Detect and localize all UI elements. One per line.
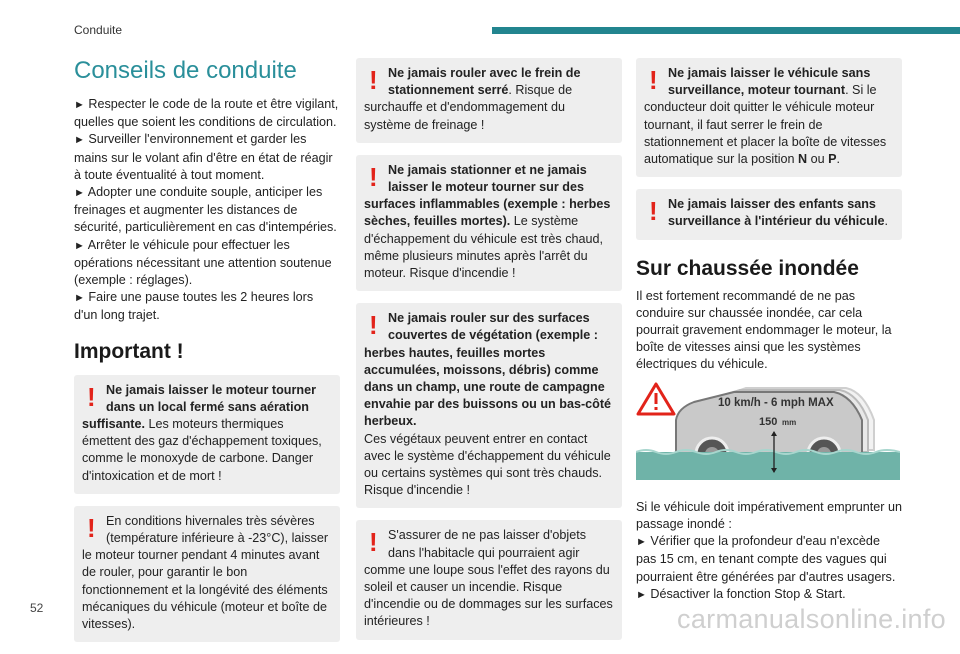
warning-bold-text: Ne jamais laisser des enfants sans surveillance à l'intérieur du véhicule [668, 197, 885, 229]
warning-box [356, 58, 622, 143]
arrow-icon: ► [74, 292, 85, 305]
warning-box [74, 375, 340, 494]
arrow-icon: ► [74, 99, 85, 111]
flood-conditions-text: Si le véhicule doit impérativement emprunter un passage inondé : [636, 499, 902, 532]
list-item: ► Respecter le code de la route et être vigilant, quelles que soient les conditions de circulation. [74, 97, 339, 130]
column-2 [356, 58, 622, 652]
flooded-road-illustration [636, 380, 900, 480]
arrow-icon: ► [636, 588, 647, 601]
important-heading: Important ! [74, 339, 184, 363]
warning-icon: ! [649, 65, 658, 95]
warning-box: ! Ne jamais laisser le véhicule sans surveillance, moteur tournant. Si le conducteur doit quitter le véhicule moteur tournant, il faut serrer le frein de stationnement et placer la boîte de vitesses automatique sur la position N ou P. [636, 58, 902, 177]
warning-box [356, 303, 622, 508]
list-item: ► Surveiller l'environnement et garder les mains sur le volant afin d'être en état de réagir à toute éventualité à tout moment. [74, 132, 333, 182]
warning-icon: ! [369, 527, 378, 558]
warning-text: S'assurer de ne pas laisser d'objets dans l'habitacle qui pourraient agir comme une loupe sous l'effet des rayons du soleil et causer un incendie. Risque d'incendie ou de dommages sur les surfaces intérieures ! [364, 528, 613, 629]
warning-text: . Risque de surchauffe et d'endommagement du système de freinage ! [364, 83, 573, 132]
warning-icon: ! [87, 381, 96, 412]
section-header: Conduite [74, 23, 123, 37]
column-3 [636, 58, 902, 604]
warning-triangle-icon [638, 384, 674, 414]
list-item: ► Désactiver la fonction Stop & Start. [636, 586, 846, 601]
flood-heading: Sur chaussée inondée [636, 256, 859, 280]
arrow-icon: ► [74, 134, 85, 147]
column-1 [74, 52, 340, 654]
flood-intro: Il est fortement recommandé de ne pas conduire sur chaussée inondée, car cela pourrait gravement endommager le moteur, la boîte de vitesses ainsi que les systèmes électriques du véhicule. [636, 288, 892, 372]
warning-text: Le système d'échappement du véhicule est très chaud, même plusieurs minutes après l'arrêt du moteur. Risque d'incendie ! [364, 214, 604, 281]
warning-bold-text: Ne jamais stationner et ne jamais laisser le moteur tourner sur des surfaces inflammables (exemple : herbes sèches, feuilles mortes). [364, 162, 611, 229]
warning-box [356, 155, 622, 291]
warning-text: Ces végétaux peuvent entrer en contact avec le système d'échappement du véhicule ou certains systèmes qui sont très chauds. Risque d'incendie ! [364, 431, 611, 498]
driving-tips-list [74, 96, 340, 325]
warning-icon: ! [87, 512, 96, 543]
list-item: ► Arrêter le véhicule pour effectuer les opérations nécessitant une attention soutenue (exemple : réglages). [74, 237, 332, 288]
warning-text: Les moteurs thermiques émettent des gaz d'échappement toxiques, comme le monoxyde de carbone. Danger d'intoxication et de mort ! [82, 417, 322, 483]
warning-icon: ! [649, 196, 658, 227]
warning-bold-text: Ne jamais rouler avec le frein de stationnement serré [388, 66, 581, 98]
warning-text: En conditions hivernales très sévères (température inférieure à -23°C), laisser le moteur tourner pendant 4 minutes avant de rouler, pour garantir le bon fonctionnement et la longévité des éléments mécaniques du véhicule (moteur et boîte de vitesses). [82, 513, 329, 632]
depth-unit: mm [782, 417, 797, 427]
watermark: carmanualsonline.info [677, 604, 946, 634]
list-item: ► Adopter une conduite souple, anticiper les freinages et augmenter les distances de sécurité, particulièrement en cas d'intempéries. [74, 185, 337, 235]
warning-bold-text: Ne jamais rouler sur des surfaces couvertes de végétation (exemple : herbes hautes, feuilles mortes accumulées, moissons, débris) comme dans un champ, une route de campagne envahie par des buissons ou un bas-côté herbeux. [364, 311, 612, 429]
arrow-icon: ► [74, 187, 85, 200]
arrow-icon: ► [74, 239, 85, 252]
warning-icon: ! [369, 65, 378, 95]
arrow-icon: ► [636, 536, 647, 549]
warning-box [74, 506, 340, 642]
header-accent-bar [492, 27, 960, 34]
depth-value: 150 [759, 415, 778, 428]
list-item: ► Vérifier que la profondeur d'eau n'excède pas 15 cm, en tenant compte des vagues qui pourraient être générées par d'autres usagers. [636, 534, 896, 584]
warning-bold-text: Ne jamais laisser le moteur tourner dans un local fermé sans aération suffisante. [82, 382, 316, 432]
warning-bold-text: Ne jamais laisser le véhicule sans surveillance, moteur tournant [668, 66, 871, 98]
warning-box: ! Ne jamais laisser des enfants sans surveillance à l'intérieur du véhicule. [636, 189, 902, 239]
speed-limit-label: 10 km/h - 6 mph MAX [718, 396, 834, 409]
page-number: 52 [30, 601, 44, 615]
warning-icon: ! [369, 161, 378, 192]
list-item: ► Faire une pause toutes les 2 heures lors d'un long trajet. [74, 290, 314, 323]
page-title: Conseils de conduite [74, 57, 297, 84]
warning-icon: ! [369, 310, 378, 341]
warning-box [356, 520, 622, 639]
water-level [636, 452, 900, 480]
